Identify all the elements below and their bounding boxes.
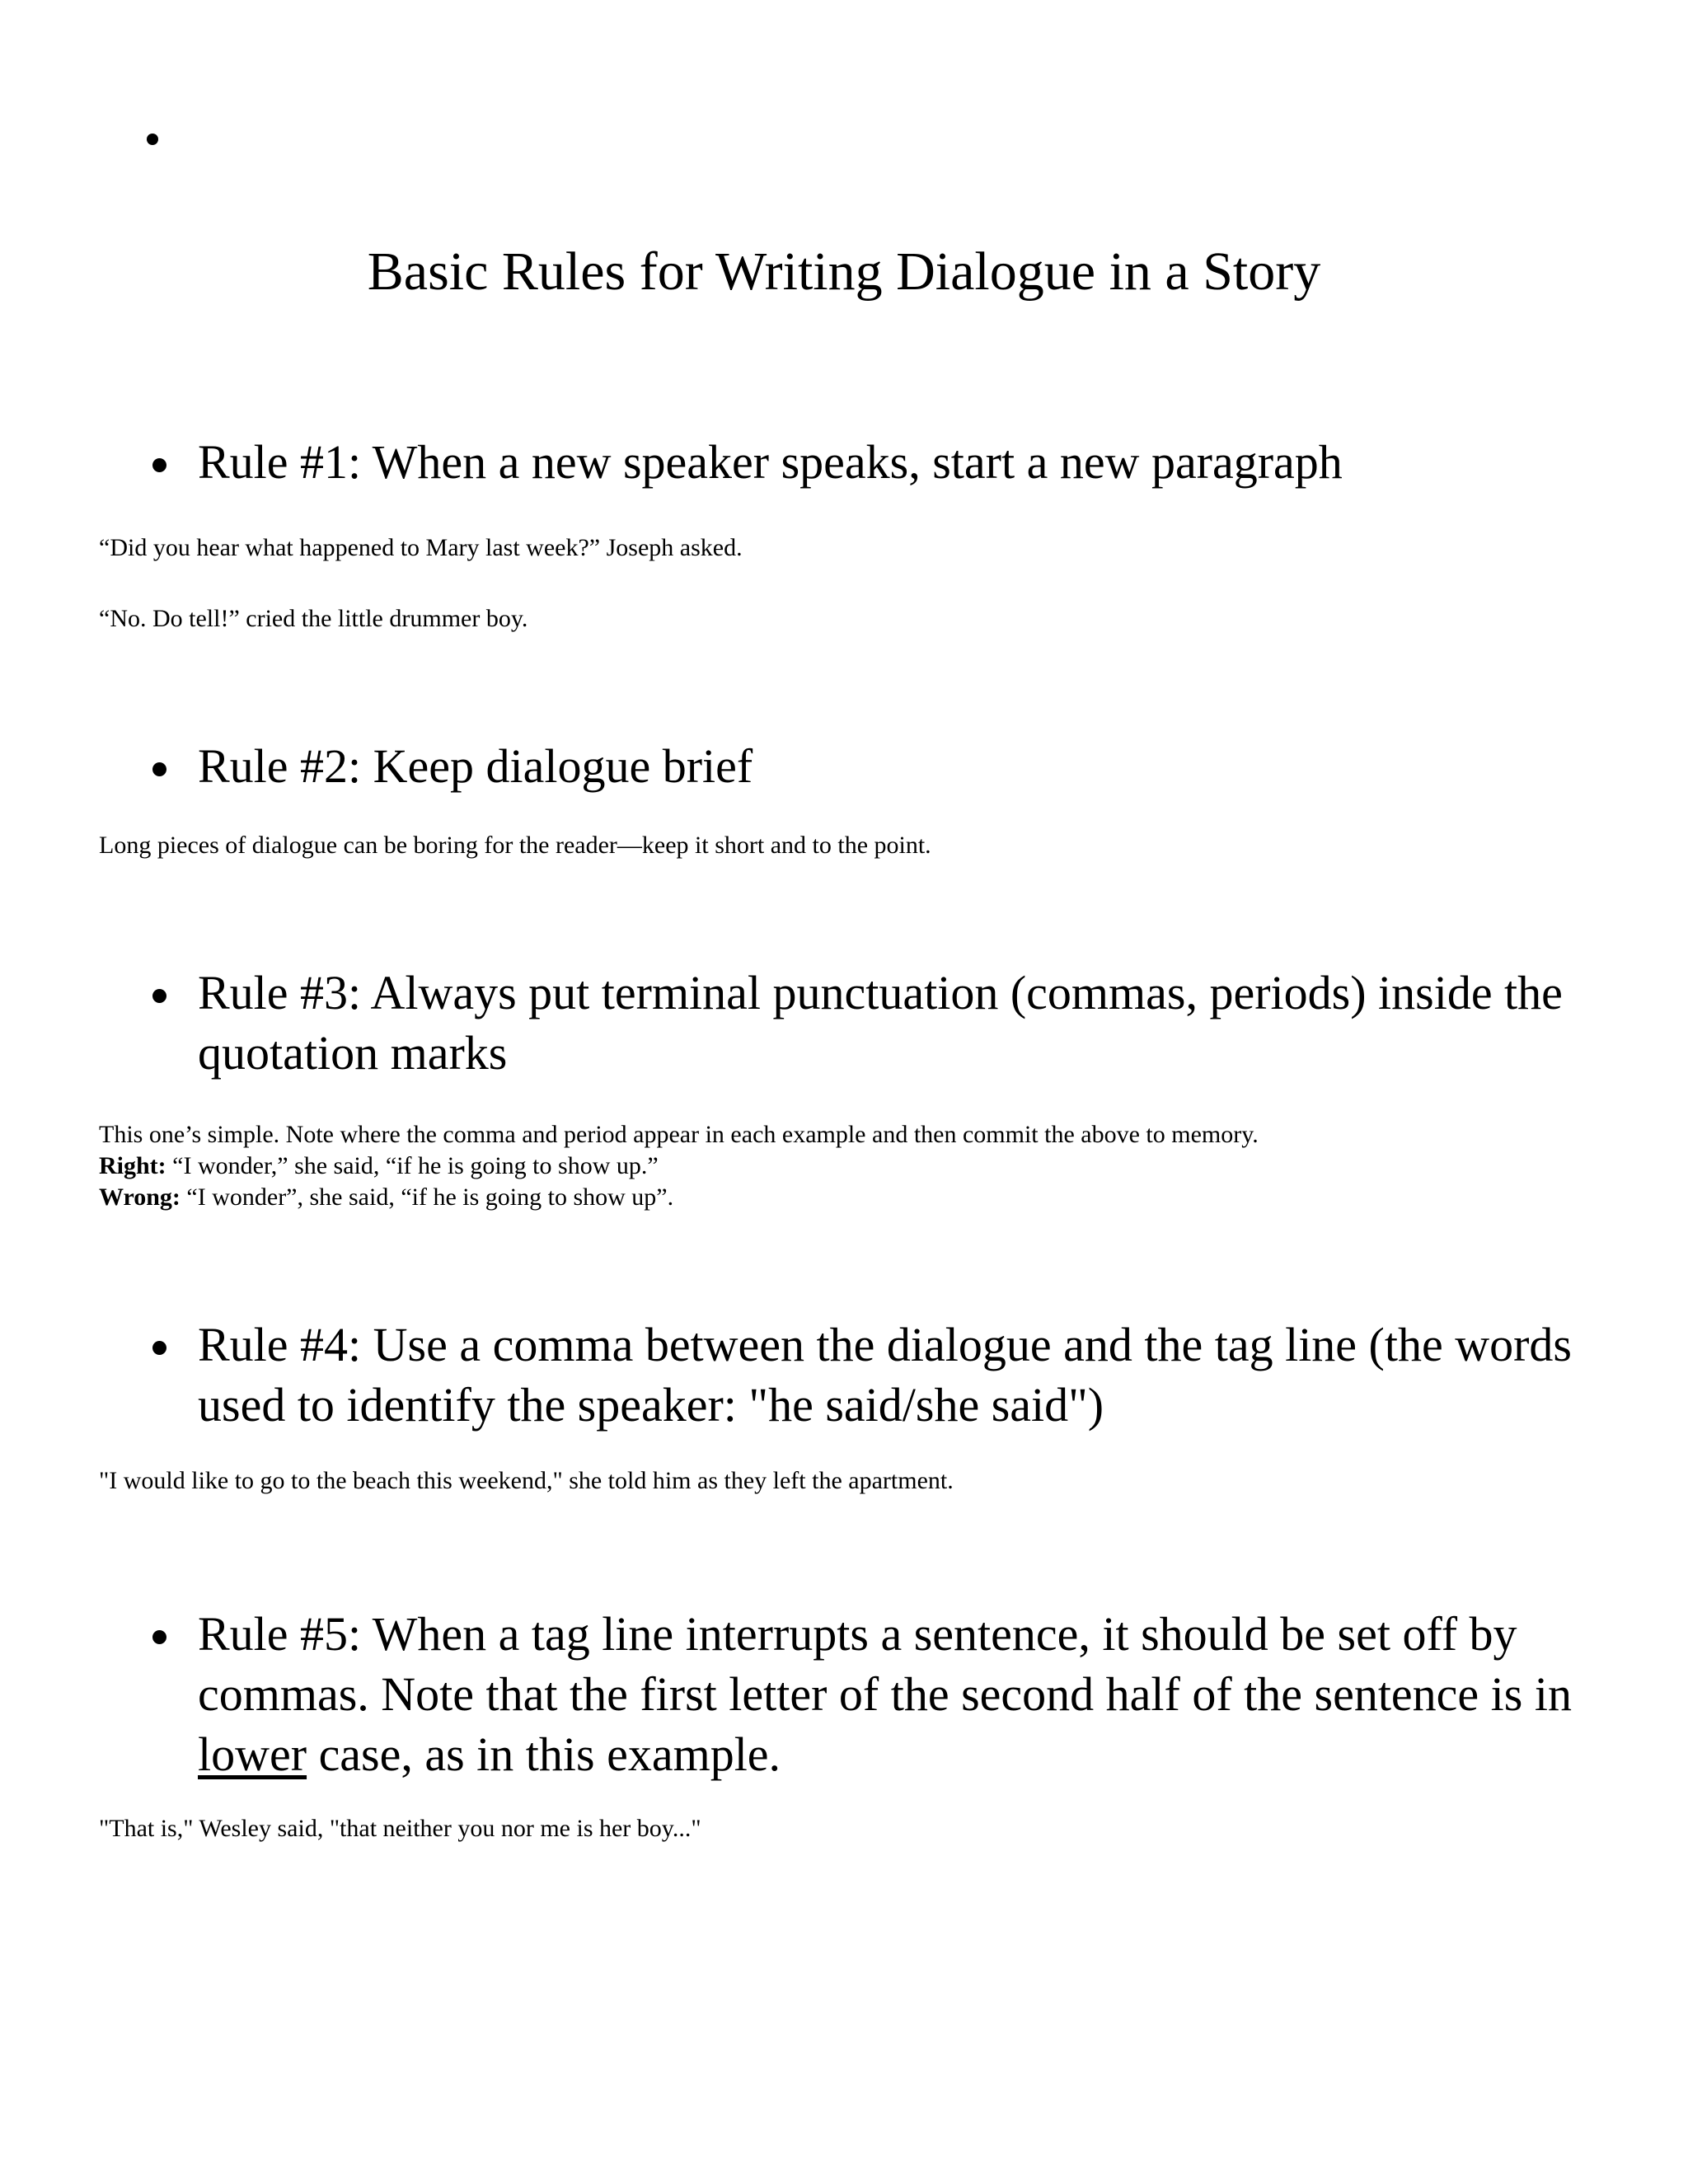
rule-3-intro: This one’s simple. Note where the comma and period appear in each example and then commit the above to memory.	[99, 1121, 1259, 1148]
underlined-word: lower	[198, 1727, 307, 1781]
rule-5-example: "That is," Wesley said, "that neither you nor me is her boy..."	[99, 1815, 701, 1842]
rule-4-heading-text: Rule #4: Use a comma between the dialogue and the tag line (the words used to identify the speaker: "he said/she said")	[198, 1318, 1572, 1432]
wrong-text: “I wonder”, she said, “if he is going to show up”.	[186, 1183, 674, 1211]
bullet-icon	[152, 458, 166, 472]
wrong-label: Wrong:	[99, 1183, 181, 1211]
bullet-icon	[152, 762, 166, 776]
bullet-icon	[152, 989, 166, 1003]
rule-1-heading-text: Rule #1: When a new speaker speaks, start a new paragraph	[198, 435, 1343, 489]
right-text: “I wonder,” she said, “if he is going to show up.”	[172, 1152, 659, 1179]
rule-5-heading-part-2: case, as in this example.	[318, 1727, 781, 1781]
rule-5-heading-part-1: Rule #5: When a tag line interrupts a sentence, it should be set off by commas. Note that the first letter of the second half of the sentence is in	[198, 1607, 1572, 1721]
bullet-icon	[152, 1341, 166, 1355]
rule-3-heading	[148, 963, 1599, 1083]
rule-4-example: "I would like to go to the beach this weekend," she told him as they left the apartment.	[99, 1467, 954, 1494]
empty-bullet	[147, 134, 158, 145]
rule-5-heading	[148, 1604, 1599, 1784]
rule-3-heading-text: Rule #3: Always put terminal punctuation (commas, periods) inside the quotation marks	[198, 966, 1563, 1080]
rule-1-example-1: “Did you hear what happened to Mary last week?” Joseph asked.	[99, 534, 743, 561]
rule-1-heading	[148, 432, 1599, 492]
rule-5-heading-text	[198, 1604, 1599, 1784]
page-title: Basic Rules for Writing Dialogue in a Story	[367, 241, 1321, 302]
rule-2-description: Long pieces of dialogue can be boring for the reader—keep it short and to the point.	[99, 832, 931, 859]
rule-2-heading-text: Rule #2: Keep dialogue brief	[198, 739, 753, 793]
rule-1-example-2: “No. Do tell!” cried the little drummer boy.	[99, 605, 528, 632]
rule-2-heading	[148, 736, 1599, 796]
right-label: Right:	[99, 1152, 166, 1179]
rule-3-right-example	[99, 1151, 1624, 1182]
rule-4-heading	[148, 1315, 1599, 1435]
rule-3-wrong-example	[99, 1182, 1624, 1213]
bullet-icon	[152, 1630, 166, 1644]
rule-3-examples	[99, 1119, 1624, 1213]
